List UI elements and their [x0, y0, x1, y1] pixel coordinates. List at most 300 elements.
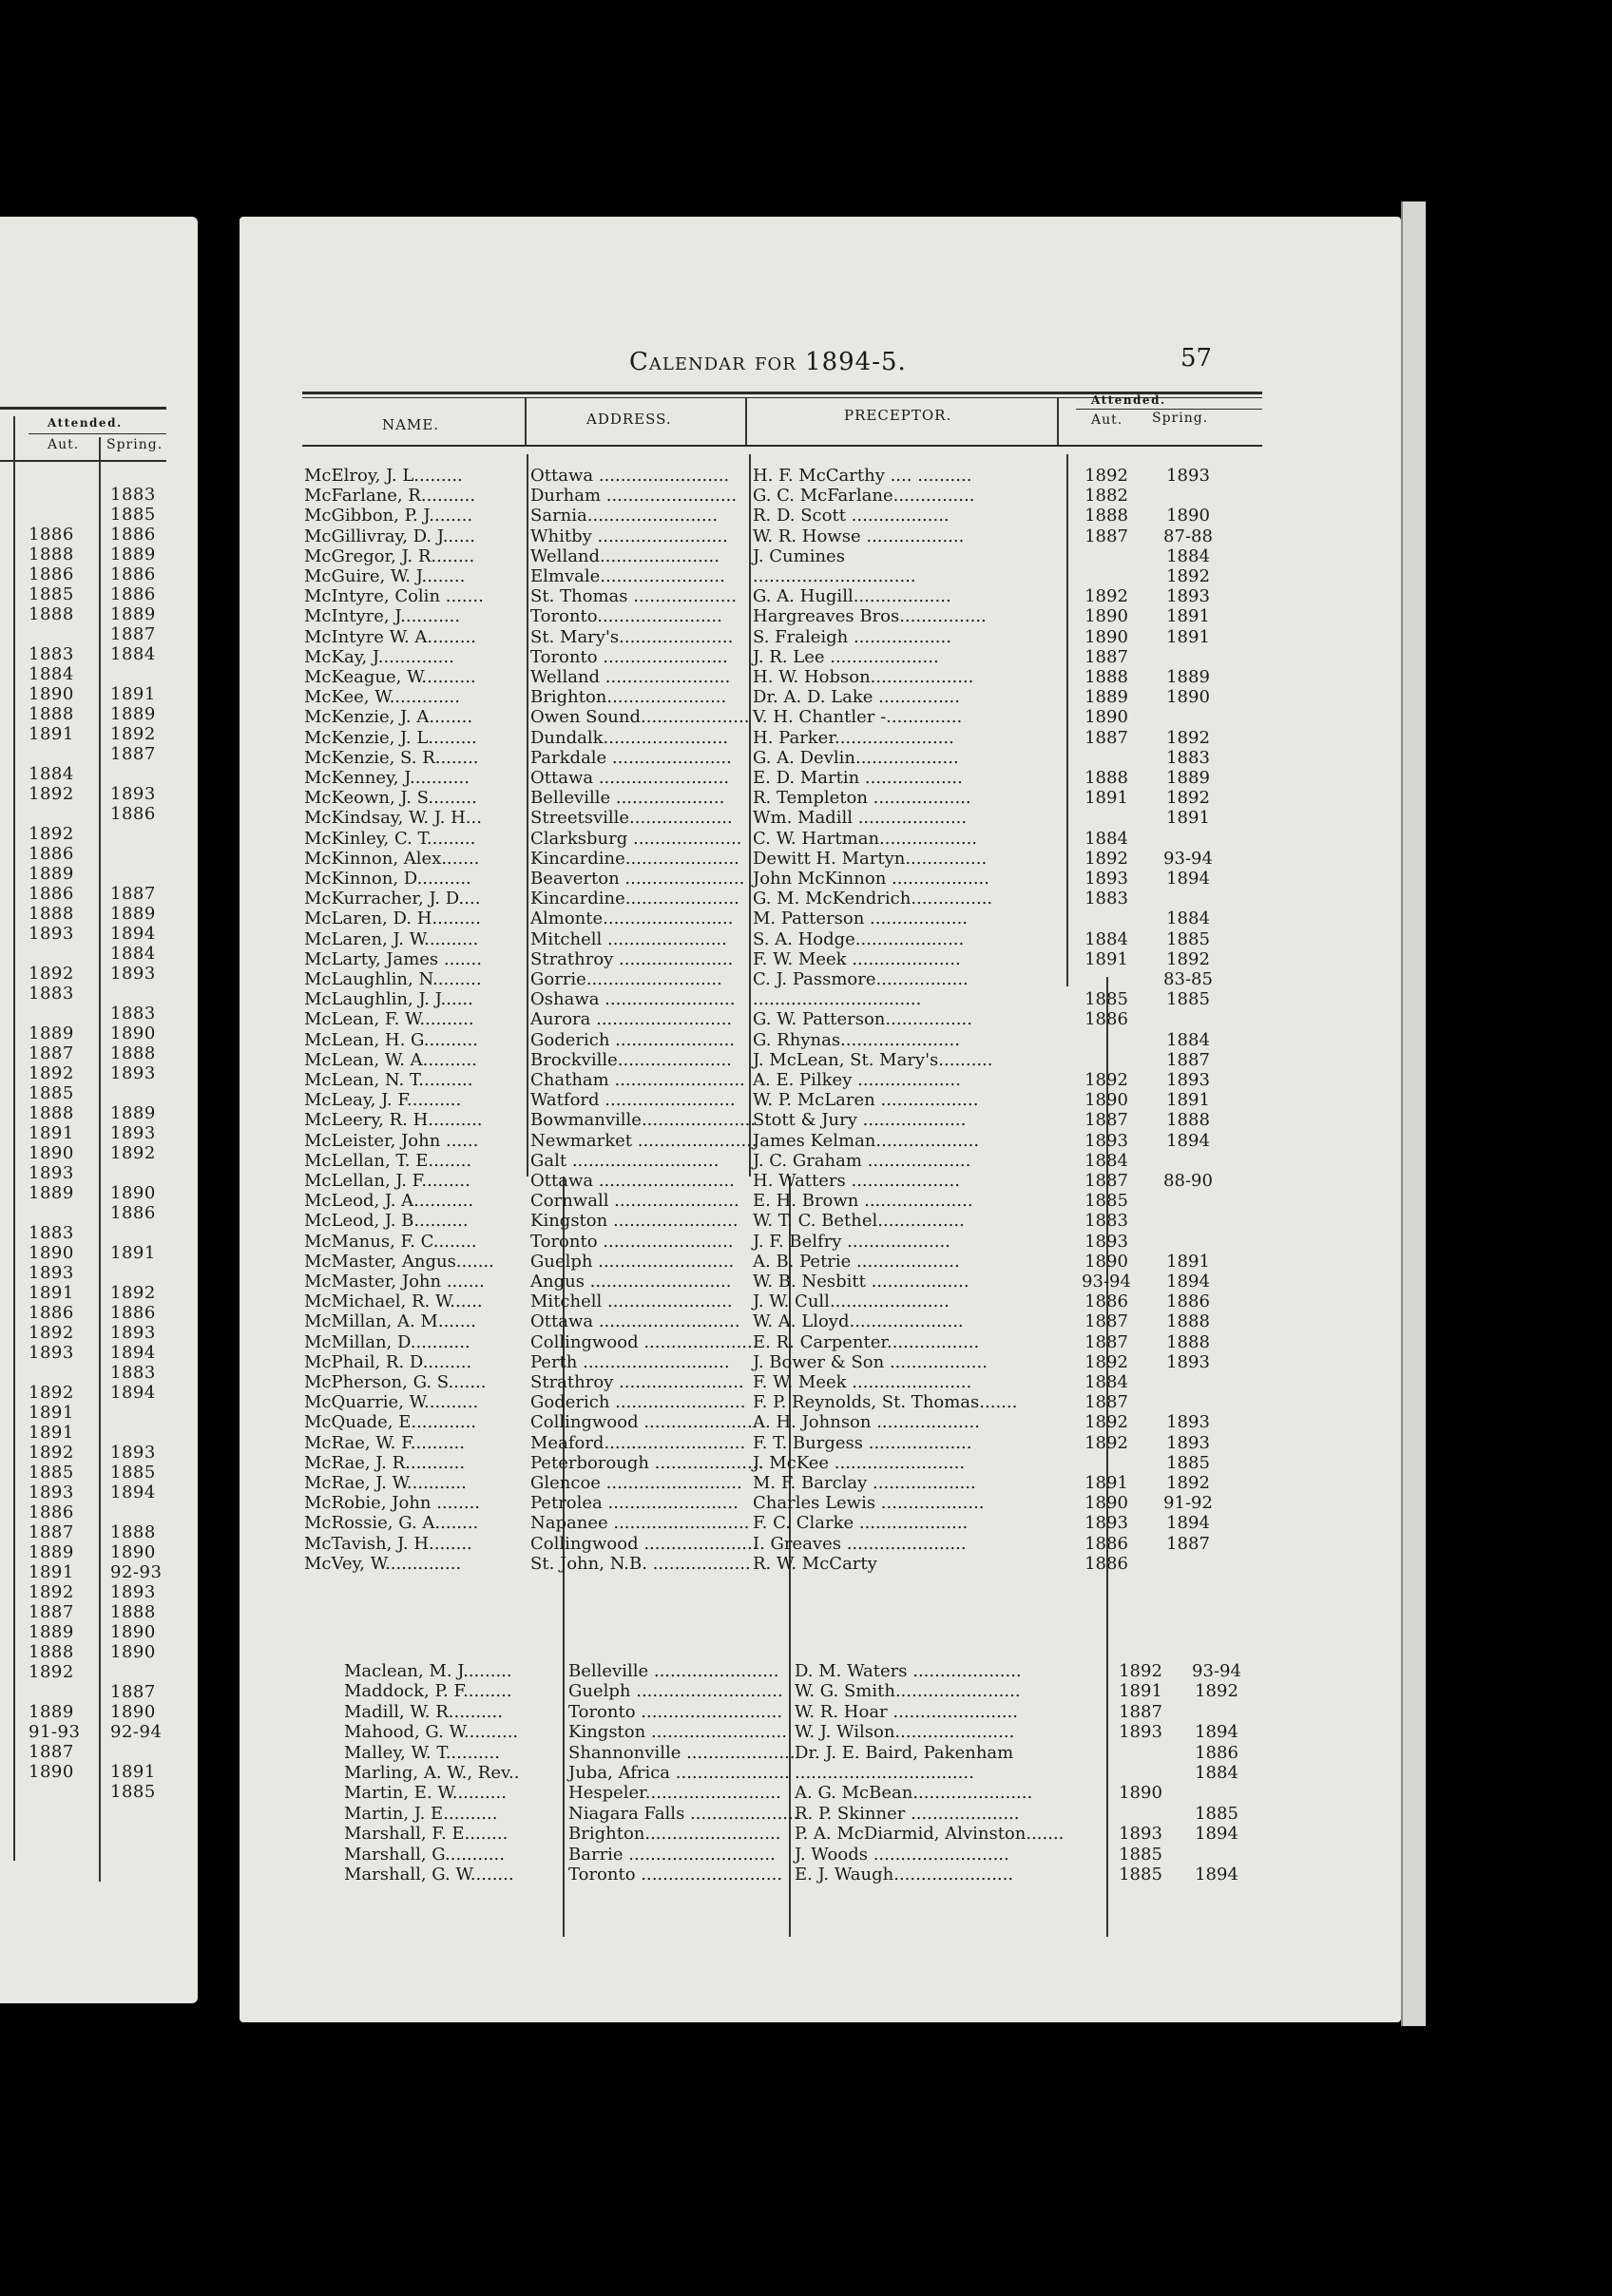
- left-list-item: [0, 984, 198, 1004]
- left-list-item: [0, 764, 198, 784]
- aut-year: 1892: [29, 1662, 74, 1682]
- spring-year: 1892: [110, 724, 156, 744]
- aut-cell: 1887: [1084, 526, 1128, 546]
- attended-header: Attended.: [48, 416, 123, 430]
- name-cell: Marshall, G. W........: [344, 1865, 514, 1885]
- spring-cell: 1889: [1166, 667, 1210, 687]
- table-row: [240, 1232, 1401, 1252]
- table-row: [240, 1252, 1401, 1272]
- preceptor-attended-header-divider: [1057, 397, 1059, 445]
- address-cell: Streetsville...................: [530, 808, 733, 829]
- table-row: [240, 969, 1401, 989]
- table-row: [240, 1534, 1401, 1554]
- left-list-item: [0, 1403, 198, 1423]
- spring-cell: 1894: [1195, 1824, 1238, 1845]
- left-list-item: [0, 525, 198, 545]
- spring-year: 1890: [110, 1702, 156, 1722]
- spring-year: 1890: [110, 1642, 156, 1662]
- preceptor-cell: J. McLean, St. Mary's..........: [753, 1049, 993, 1070]
- name-cell: McLeery, R. H..........: [304, 1110, 483, 1131]
- name-cell: McRae, W. F..........: [304, 1432, 466, 1453]
- name-cell: McMichael, R. W......: [304, 1292, 483, 1312]
- table-row: [240, 788, 1401, 808]
- aut-cell: 1892: [1084, 1412, 1128, 1433]
- spring-year: 1888: [110, 1522, 156, 1542]
- table-row: [240, 889, 1401, 909]
- name-cell: McLaren, J. W..........: [304, 928, 479, 949]
- left-list-item: [0, 1662, 198, 1682]
- address-cell: Aurora .........................: [530, 1009, 733, 1030]
- spring-cell: 88-90: [1163, 1171, 1213, 1191]
- aut-cell: 1884: [1084, 928, 1128, 949]
- spring-cell: 1892: [1166, 948, 1210, 969]
- aut-year: 1885: [29, 1463, 74, 1483]
- spring-cell: 1894: [1166, 1513, 1210, 1534]
- address-cell: Guelph ...........................: [568, 1681, 783, 1702]
- left-list-item: [0, 1283, 198, 1303]
- name-cell: McGibbon, P. J........: [304, 506, 473, 526]
- table-row: [240, 466, 1401, 486]
- aut-cell: 1886: [1084, 1292, 1128, 1312]
- left-list-item: [0, 664, 198, 684]
- preceptor-cell: G. M. McKendrich...............: [753, 889, 993, 909]
- left-list-item: [0, 1063, 198, 1083]
- table-row: [240, 1722, 1401, 1742]
- preceptor-cell: C. J. Passmore.................: [753, 969, 969, 989]
- preceptor-cell: G. Rhynas......................: [753, 1029, 960, 1050]
- spring-year: 1893: [110, 1063, 156, 1083]
- left-list-item: [0, 1483, 198, 1502]
- aut-year: 1889: [29, 1542, 74, 1562]
- name-cell: McMaster, John .......: [304, 1272, 485, 1292]
- name-cell: Maddock, P. F.........: [344, 1681, 512, 1702]
- spring-cell: 1890: [1166, 687, 1210, 708]
- address-cell: Niagara Falls ....................: [568, 1803, 799, 1824]
- aut-year: 1888: [29, 704, 74, 724]
- name-cell: McKenney, J...........: [304, 768, 470, 788]
- left-list-item: [0, 485, 198, 505]
- attended-underline: [1076, 409, 1262, 410]
- name-cell: McManus, F. C........: [304, 1231, 477, 1252]
- table-row: [240, 1453, 1401, 1473]
- address-cell: Bowmanville.....................: [530, 1110, 757, 1131]
- attended-column-header: Attended.: [1091, 393, 1166, 407]
- aut-year: 1890: [29, 1762, 74, 1782]
- preceptor-cell: W. R. Howse ..................: [753, 526, 965, 546]
- table-row: [240, 1110, 1401, 1130]
- aut-cell: 1893: [1084, 1231, 1128, 1252]
- table-row: [240, 1191, 1401, 1211]
- table-row: [240, 1824, 1401, 1844]
- preceptor-cell: Stott & Jury ...................: [753, 1110, 967, 1131]
- spring-year: 1890: [110, 1024, 156, 1043]
- aut-cell: 1890: [1084, 1090, 1128, 1111]
- aut-year: 1885: [29, 584, 74, 604]
- preceptor-cell: Charles Lewis ...................: [753, 1493, 985, 1514]
- left-list-item: [0, 1582, 198, 1602]
- aut-cell: 1890: [1084, 606, 1128, 627]
- preceptor-cell: E. D. Martin ..................: [753, 768, 963, 788]
- left-list-item: [0, 1103, 198, 1123]
- aut-cell: 1893: [1119, 1824, 1162, 1845]
- left-list-item: [0, 1463, 198, 1483]
- aut-year: 1892: [29, 1323, 74, 1343]
- aut-cell: 1886: [1084, 1553, 1128, 1574]
- left-list-item: [0, 1702, 198, 1722]
- aut-year: 1892: [29, 1063, 74, 1083]
- aut-year: 1890: [29, 1143, 74, 1163]
- preceptor-cell: .................................: [795, 1763, 974, 1783]
- preceptor-cell: Dewitt H. Martyn...............: [753, 848, 988, 869]
- spring-cell: 1888: [1166, 1110, 1210, 1131]
- aut-year: 1886: [29, 884, 74, 904]
- spring-year: 1893: [110, 784, 156, 804]
- address-cell: Brighton......................: [530, 687, 727, 708]
- table-row: [240, 1702, 1401, 1722]
- spring-year: 1886: [110, 584, 156, 604]
- address-cell: Whitby ........................: [530, 526, 728, 546]
- left-list-item: [0, 1004, 198, 1024]
- aut-year: 1886: [29, 1303, 74, 1323]
- table-row: [240, 1661, 1401, 1681]
- left-list-item: [0, 1423, 198, 1443]
- address-cell: Toronto ..........................: [568, 1701, 783, 1722]
- name-address-header-divider: [525, 397, 527, 445]
- spring-year: 1886: [110, 1203, 156, 1223]
- spring-year: 1883: [110, 485, 156, 505]
- name-cell: McLeay, J. F..........: [304, 1090, 462, 1111]
- left-list-item: [0, 1203, 198, 1223]
- left-list-item: [0, 1343, 198, 1363]
- left-list-item: [0, 844, 198, 864]
- spring-year: 1886: [110, 525, 156, 545]
- spring-year: 1894: [110, 924, 156, 944]
- left-list-item: [0, 1562, 198, 1582]
- aut-header: Aut.: [48, 437, 80, 452]
- name-cell: McKinley, C. T.........: [304, 828, 476, 849]
- name-cell: Maclean, M. J.........: [344, 1661, 512, 1681]
- aut-year: 1886: [29, 525, 74, 545]
- address-cell: Newmarket ......................: [530, 1130, 758, 1151]
- aut-year: 1887: [29, 1742, 74, 1762]
- name-cell: McKenzie, J. L.........: [304, 727, 477, 748]
- table-row: [240, 566, 1401, 586]
- name-cell: McGuire, W. J........: [304, 566, 466, 586]
- left-list-item: [0, 1163, 198, 1183]
- aut-year: 1890: [29, 1243, 74, 1263]
- address-cell: Ottawa ........................: [530, 466, 730, 486]
- preceptor-cell: E. R. Carpenter.................: [753, 1331, 980, 1352]
- aut-cell: 1885: [1119, 1865, 1162, 1885]
- aut-cell: 1886: [1084, 1533, 1128, 1554]
- address-cell: Angus ..........................: [530, 1272, 732, 1292]
- address-cell: Gorrie.........................: [530, 969, 722, 989]
- spring-year: 1891: [110, 1762, 156, 1782]
- preceptor-column-header: PRECEPTOR.: [844, 407, 952, 424]
- left-list-item: [0, 1742, 198, 1762]
- spring-cell: 1884: [1195, 1763, 1238, 1783]
- header-rule-bottom: [302, 445, 1262, 447]
- aut-year: 1890: [29, 684, 74, 704]
- preceptor-cell: John McKinnon ..................: [753, 869, 990, 889]
- address-cell: Peterborough ....................: [530, 1452, 764, 1473]
- name-cell: McRobie, John ........: [304, 1493, 481, 1514]
- aut-cell: 1884: [1084, 1372, 1128, 1392]
- aut-year: 1891: [29, 724, 74, 744]
- aut-cell: 1892: [1084, 1070, 1128, 1090]
- spring-cell: 1892: [1166, 727, 1210, 748]
- address-cell: Brighton.........................: [568, 1824, 781, 1845]
- spring-cell: 1894: [1195, 1722, 1238, 1743]
- aut-cell: 1892: [1084, 1432, 1128, 1453]
- name-cell: McKenzie, S. R........: [304, 747, 479, 768]
- name-cell: McRae, J. W...........: [304, 1473, 467, 1493]
- page-edge: [1401, 201, 1426, 2026]
- table-row: [240, 1171, 1401, 1191]
- preceptor-cell: R. W. McCarty: [753, 1553, 877, 1574]
- preceptor-cell: G. C. McFarlane...............: [753, 486, 975, 507]
- table-row: [240, 1272, 1401, 1292]
- table-row: [240, 829, 1401, 849]
- aut-cell: 1887: [1084, 727, 1128, 748]
- spring-year: 1889: [110, 604, 156, 624]
- aut-cell: 1890: [1084, 1493, 1128, 1514]
- address-cell: Barrie ...........................: [568, 1844, 776, 1865]
- left-list-item: [0, 624, 198, 644]
- preceptor-cell: F. W. Meek ....................: [753, 948, 961, 969]
- address-cell: Strathroy .....................: [530, 948, 734, 969]
- preceptor-cell: J. Woods .........................: [795, 1844, 1009, 1865]
- table-row: [240, 869, 1401, 889]
- aut-year: 1887: [29, 1043, 74, 1063]
- name-cell: Malley, W. T..........: [344, 1742, 500, 1763]
- table-row: [240, 1352, 1401, 1372]
- aut-year: 1892: [29, 964, 74, 984]
- address-cell: Elmvale.......................: [530, 566, 725, 586]
- table-row: [240, 1493, 1401, 1513]
- table-row: [240, 849, 1401, 869]
- address-cell: Owen Sound....................: [530, 707, 750, 728]
- left-list-item: [0, 644, 198, 664]
- spring-year: 1894: [110, 1343, 156, 1363]
- name-cell: McLarty, James .......: [304, 948, 482, 969]
- aut-cell: 1892: [1084, 1351, 1128, 1372]
- aut-cell: 1892: [1084, 586, 1128, 607]
- aut-year: 1889: [29, 1702, 74, 1722]
- spring-year: 1889: [110, 704, 156, 724]
- preceptor-cell: A. B. Petrie ...................: [753, 1251, 960, 1272]
- preceptor-cell: G. W. Patterson................: [753, 1009, 972, 1030]
- preceptor-cell: A. H. Johnson ...................: [753, 1412, 980, 1433]
- left-list-item: [0, 904, 198, 924]
- left-list-item: [0, 1303, 198, 1323]
- aut-cell: 1887: [1084, 1331, 1128, 1352]
- address-cell: Kincardine.....................: [530, 889, 739, 909]
- address-cell: Mitchell .......................: [530, 1292, 733, 1312]
- spring-cell: 1886: [1166, 1292, 1210, 1312]
- spring-cell: 1884: [1166, 1029, 1210, 1050]
- spring-year: 1885: [110, 1463, 156, 1483]
- address-cell: Dundalk.......................: [530, 727, 729, 748]
- preceptor-cell: V. H. Chantler -..............: [753, 707, 963, 728]
- name-cell: McGillivray, D. J......: [304, 526, 476, 546]
- table-row: [240, 506, 1401, 526]
- name-cell: McKeague, W..........: [304, 667, 476, 687]
- left-list-item: [0, 1522, 198, 1542]
- spring-cell: 1889: [1166, 768, 1210, 788]
- spring-cell: 1893: [1166, 1432, 1210, 1453]
- spring-year: 1892: [110, 1143, 156, 1163]
- aut-year: 1893: [29, 1483, 74, 1502]
- preceptor-cell: Dr. J. E. Baird, Pakenham: [795, 1742, 1014, 1763]
- spring-year: 1884: [110, 944, 156, 964]
- left-list-item: [0, 584, 198, 604]
- preceptor-cell: H. F. McCarthy .... ..........: [753, 466, 972, 486]
- name-cell: McLeod, J. A...........: [304, 1191, 474, 1212]
- preceptor-cell: Dr. A. D. Lake ...............: [753, 687, 960, 708]
- table-row: [240, 586, 1401, 606]
- table-row: [240, 949, 1401, 969]
- aut-year: 1888: [29, 604, 74, 624]
- address-cell: Kincardine.....................: [530, 848, 739, 869]
- spring-year: 1888: [110, 1043, 156, 1063]
- name-cell: Madill, W. R..........: [344, 1701, 503, 1722]
- spring-cell: 91-92: [1163, 1493, 1213, 1514]
- spring-year: 1894: [110, 1483, 156, 1502]
- table-row: [240, 768, 1401, 788]
- preceptor-cell: D. M. Waters ....................: [795, 1661, 1022, 1681]
- aut-year: 1889: [29, 864, 74, 884]
- name-cell: Marshall, F. E........: [344, 1824, 509, 1845]
- preceptor-cell: G. A. Hugill..................: [753, 586, 951, 607]
- aut-cell: 1893: [1084, 1130, 1128, 1151]
- address-cell: Durham ........................: [530, 486, 738, 507]
- aut-year: 1884: [29, 764, 74, 784]
- preceptor-cell: M. F. Barclay ...................: [753, 1473, 976, 1493]
- preceptor-cell: James Kelman...................: [753, 1130, 980, 1151]
- address-cell: Toronto ..........................: [568, 1865, 783, 1885]
- address-cell: Toronto.......................: [530, 606, 722, 627]
- spring-year: 92-93: [110, 1562, 163, 1582]
- name-cell: Marshall, G...........: [344, 1844, 505, 1865]
- spring-year: 1886: [110, 1303, 156, 1323]
- preceptor-cell: J. C. Graham ...................: [753, 1150, 971, 1171]
- spring-year: 1893: [110, 1123, 156, 1143]
- spring-cell: 1887: [1166, 1533, 1210, 1554]
- preceptor-cell: W. R. Hoar .......................: [795, 1701, 1018, 1722]
- preceptor-cell: J. McKee ........................: [753, 1452, 966, 1473]
- left-list-item: [0, 545, 198, 564]
- aut-cell: 1883: [1084, 1211, 1128, 1232]
- aut-cell: 1885: [1084, 989, 1128, 1010]
- aut-cell: 1887: [1084, 1392, 1128, 1413]
- name-cell: Martin, J. E..........: [344, 1803, 498, 1824]
- address-cell: Clarksburg ....................: [530, 828, 742, 849]
- name-cell: Mahood, G. W..........: [344, 1722, 519, 1743]
- table-row: [240, 1332, 1401, 1352]
- left-list-item: [0, 1243, 198, 1263]
- aut-year: 1888: [29, 545, 74, 564]
- aut-cell: 1890: [1119, 1783, 1162, 1804]
- table-row: [240, 486, 1401, 506]
- aut-cell: 1891: [1084, 1473, 1128, 1493]
- name-cell: McTavish, J. H........: [304, 1533, 472, 1554]
- name-cell: McKenzie, J. A........: [304, 707, 473, 728]
- aut-column-header: Aut.: [1091, 412, 1123, 428]
- left-list-item: [0, 1083, 198, 1103]
- table-row: [240, 526, 1401, 546]
- name-cell: McMaster, Angus.......: [304, 1251, 494, 1272]
- spring-year: 1883: [110, 1363, 156, 1383]
- spring-year: 1887: [110, 884, 156, 904]
- address-cell: Ottawa ..........................: [530, 1311, 740, 1332]
- aut-year: 1888: [29, 904, 74, 924]
- aut-year: 1893: [29, 1163, 74, 1183]
- preceptor-cell: J. Bower & Son ..................: [753, 1351, 988, 1372]
- left-list-item: [0, 1622, 198, 1642]
- spring-cell: 1884: [1166, 545, 1210, 566]
- preceptor-cell: E. J. Waugh......................: [795, 1865, 1014, 1885]
- spring-year: 1887: [110, 624, 156, 644]
- table-row: [240, 1030, 1401, 1050]
- left-list-item: [0, 824, 198, 844]
- aut-cell: 1891: [1084, 788, 1128, 809]
- name-cell: McGregor, J. R........: [304, 545, 475, 566]
- aut-year: 1888: [29, 1103, 74, 1123]
- left-list-item: [0, 884, 198, 904]
- preceptor-cell: G. A. Devlin...................: [753, 747, 959, 768]
- preceptor-cell: H. Watters ....................: [753, 1171, 960, 1191]
- aut-year: 1888: [29, 1642, 74, 1662]
- preceptor-cell: F. C. Clarke ....................: [753, 1513, 969, 1534]
- address-cell: Watford ........................: [530, 1090, 736, 1111]
- table-row: [240, 606, 1401, 626]
- address-cell: Belleville ....................: [530, 788, 725, 809]
- name-cell: McElroy, J. L.........: [304, 466, 463, 486]
- address-preceptor-header-divider: [745, 397, 747, 445]
- preceptor-cell: W. P. McLaren ..................: [753, 1090, 979, 1111]
- left-list-item: [0, 1363, 198, 1383]
- aut-cell: 1887: [1084, 1171, 1128, 1191]
- aut-year: 1886: [29, 564, 74, 584]
- table-row: [240, 1009, 1401, 1029]
- aut-year: 1892: [29, 1443, 74, 1463]
- preceptor-cell: M. Patterson ..................: [753, 909, 969, 929]
- spring-cell: 1893: [1166, 1412, 1210, 1433]
- spring-year: 1889: [110, 545, 156, 564]
- preceptor-cell: E. H. Brown ....................: [753, 1191, 973, 1212]
- aut-cell: 1890: [1084, 707, 1128, 728]
- aut-year: 1883: [29, 1223, 74, 1243]
- left-list-item: [0, 744, 198, 764]
- spring-year: 1887: [110, 744, 156, 764]
- spring-year: 1889: [110, 904, 156, 924]
- aut-year: 1885: [29, 1083, 74, 1103]
- left-list-item: [0, 704, 198, 724]
- left-list-item: [0, 1183, 198, 1203]
- aut-year: 1892: [29, 1582, 74, 1602]
- spring-year: 1891: [110, 684, 156, 704]
- spring-cell: 1885: [1166, 1452, 1210, 1473]
- left-list-item: [0, 1642, 198, 1662]
- address-cell: Sarnia........................: [530, 506, 719, 526]
- spring-year: 1885: [110, 505, 156, 525]
- table-row: [240, 1804, 1401, 1824]
- name-cell: McFarlane, R..........: [304, 486, 476, 507]
- table-row: [240, 1681, 1401, 1701]
- aut-year: 91-93: [29, 1722, 81, 1742]
- spring-year: 1891: [110, 1243, 156, 1263]
